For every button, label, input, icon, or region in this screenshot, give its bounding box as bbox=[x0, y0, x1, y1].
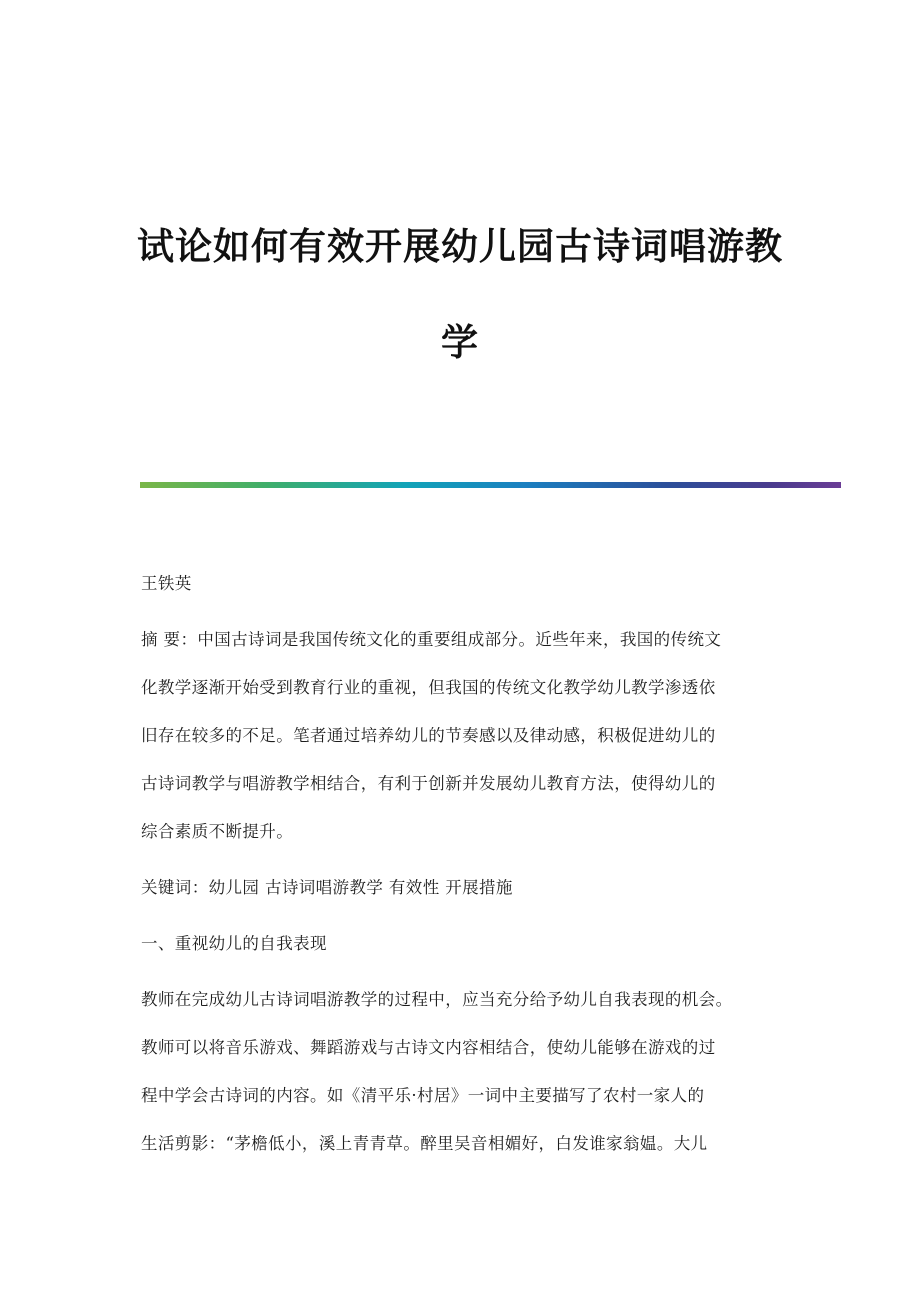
section-heading: 一、重视幼儿的自我表现 bbox=[141, 934, 327, 953]
abstract-line: 摘 要：中国古诗词是我国传统文化的重要组成部分。近些年来，我国的传统文 bbox=[141, 630, 722, 649]
abstract-line: 综合素质不断提升。 bbox=[141, 822, 294, 841]
author-name: 王铁英 bbox=[141, 574, 192, 593]
abstract-line: 古诗词教学与唱游教学相结合，有利于创新并发展幼儿教育方法，使得幼儿的 bbox=[141, 774, 716, 793]
gradient-divider bbox=[140, 482, 841, 488]
body-line: 程中学会古诗词的内容。如《清平乐·村居》一词中主要描写了农村一家人的 bbox=[141, 1086, 705, 1105]
keywords-line: 关键词：幼儿园 古诗词唱游教学 有效性 开展措施 bbox=[141, 878, 513, 897]
abstract-line: 化教学逐渐开始受到教育行业的重视，但我国的传统文化教学幼儿教学渗透依 bbox=[141, 678, 716, 697]
body-line: 教师可以将音乐游戏、舞蹈游戏与古诗文内容相结合，使幼儿能够在游戏的过 bbox=[141, 1038, 716, 1057]
abstract-line: 旧存在较多的不足。笔者通过培养幼儿的节奏感以及律动感，积极促进幼儿的 bbox=[141, 726, 716, 745]
document-title-line-2: 学 bbox=[441, 321, 479, 364]
document-title-line-1: 试论如何有效开展幼儿园古诗词唱游教 bbox=[137, 225, 783, 268]
body-line: 教师在完成幼儿古诗词唱游教学的过程中，应当充分给予幼儿自我表现的机会。 bbox=[141, 990, 733, 1009]
body-line: 生活剪影：“茅檐低小，溪上青青草。醉里吴音相媚好，白发谁家翁媪。大儿 bbox=[141, 1134, 708, 1153]
